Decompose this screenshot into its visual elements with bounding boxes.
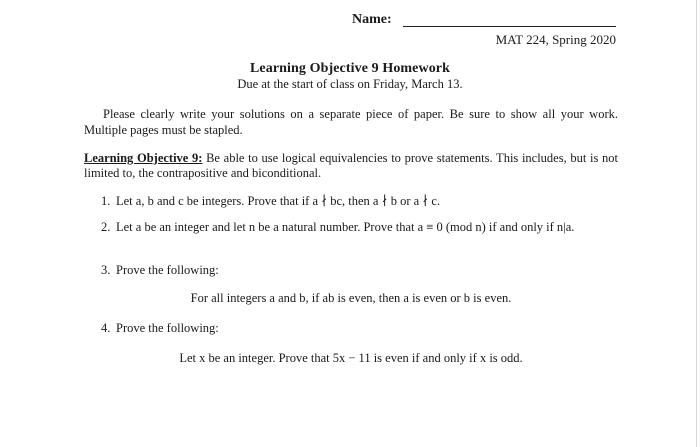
name-field-label: [352, 12, 392, 28]
page-title: Learning Objective 9 Homework: [249, 61, 451, 76]
due-date: Due at the start of class on Friday, March 13.: [237, 77, 463, 91]
problem-text: Prove the following:: [116, 263, 219, 277]
problem-number: 3.: [101, 263, 111, 277]
problem-text: Let a, b and c be integers. Prove that if a ∤ bc, then a ∤ b or a ∤ c.: [116, 194, 441, 208]
learning-objective: [84, 151, 618, 181]
objective-text: Be able to use logical equivalencies to prove statements. This includes, but is not limited to, the contrapositive and biconditional.: [84, 151, 619, 180]
problem-number: 4.: [101, 321, 111, 335]
name-label: Name:: [352, 12, 392, 27]
problem-number: 2.: [101, 220, 111, 234]
objective-label: Learning Objective 9:: [84, 151, 203, 165]
course-label: MAT 224, Spring 2020: [495, 32, 616, 47]
problem-4-statement: Let x be an integer. Prove that 5x − 11 is even if and only if x is odd.: [179, 351, 523, 365]
name-blank-line: [403, 26, 616, 27]
problem-text: Prove the following:: [116, 321, 219, 335]
problem-text: Let a be an integer and let n be a natural number. Prove that a ≡ 0 (mod n) if and only if n|a.: [116, 220, 575, 234]
problem-number: 1.: [101, 194, 111, 208]
instructions-paragraph: Please clearly write your solutions on a separate piece of paper. Be sure to show all your work. Multiple pages must be stapled.: [84, 107, 618, 137]
problem-3-statement: For all integers a and b, if ab is even, then a is even or b is even.: [190, 291, 512, 305]
